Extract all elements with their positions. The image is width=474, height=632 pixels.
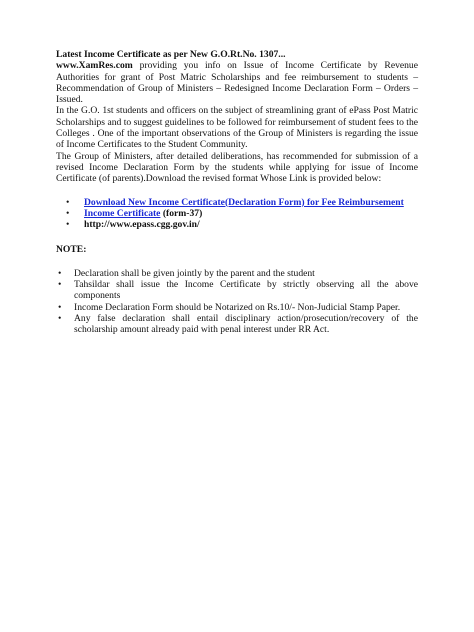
bullet-icon: •	[66, 207, 70, 219]
download-links-list	[56, 197, 418, 231]
site-name: www.XamRes.com	[56, 60, 133, 72]
form-number-label: (form-37)	[160, 207, 203, 219]
bullet-icon: •	[58, 279, 62, 291]
list-item	[56, 302, 418, 313]
download-declaration-form-link[interactable]: Download New Income Certificate(Declaration Form) for Fee Reimbursement	[84, 196, 404, 208]
note-text: Tahsildar shall issue the Income Certificate by strictly observing all the above components	[74, 279, 418, 302]
note-text: Income Declaration Form should be Notarized on Rs.10/- Non-Judicial Stamp Paper.	[74, 301, 401, 313]
note-text: Any false declaration shall entail disciplinary action/prosecution/recovery of the scholarship amount already paid with penal interest under RR Act.	[74, 312, 418, 336]
bullet-icon: •	[66, 219, 70, 231]
document-heading: Latest Income Certificate as per New G.O.Rt.No. 1307...	[56, 49, 286, 60]
income-certificate-link[interactable]: Income Certificate	[84, 207, 161, 219]
bullet-icon: •	[58, 312, 62, 324]
epass-url-text: http://www.epass.cgg.gov.in/	[84, 219, 200, 231]
note-text: Declaration shall be given jointly by the parent and the student	[74, 267, 315, 279]
bullet-icon: •	[58, 267, 62, 279]
notes-list	[56, 268, 418, 336]
list-item	[56, 219, 418, 230]
recommendation-paragraph: The Group of Ministers, after detailed deliberations, has recommended for submission of a revised Income Declaration Form by the students while applying for issue of Income Certificate (of parents).Download the revised format Whose Link is provided below:	[56, 150, 418, 185]
bullet-icon: •	[58, 301, 62, 313]
intro-paragraph	[56, 60, 418, 105]
list-item	[56, 197, 418, 208]
intro-text: providing you info on Issue of Income Certificate by Revenue Authorities for grant of Post Matric Scholarships and fee reimbursement to students – Recommendation of Group of Ministers – Redesigned Income Declaration Form – Orders –Issued.	[56, 60, 418, 106]
document-page	[56, 49, 418, 336]
list-item	[56, 313, 418, 336]
bullet-icon: •	[66, 196, 70, 208]
list-item	[56, 208, 418, 219]
note-title: NOTE:	[56, 244, 87, 256]
list-item	[56, 279, 418, 302]
list-item	[56, 268, 418, 279]
go-paragraph: In the G.O. 1st students and officers on the subject of streamlining grant of ePass Post Matric Scholarships and to suggest guidelines to be followed for reimbursement of student fees to the Colleges . One of the important observations of the Group of Ministers is regarding the issue of Income Certificates to the Student Community.	[56, 105, 418, 151]
